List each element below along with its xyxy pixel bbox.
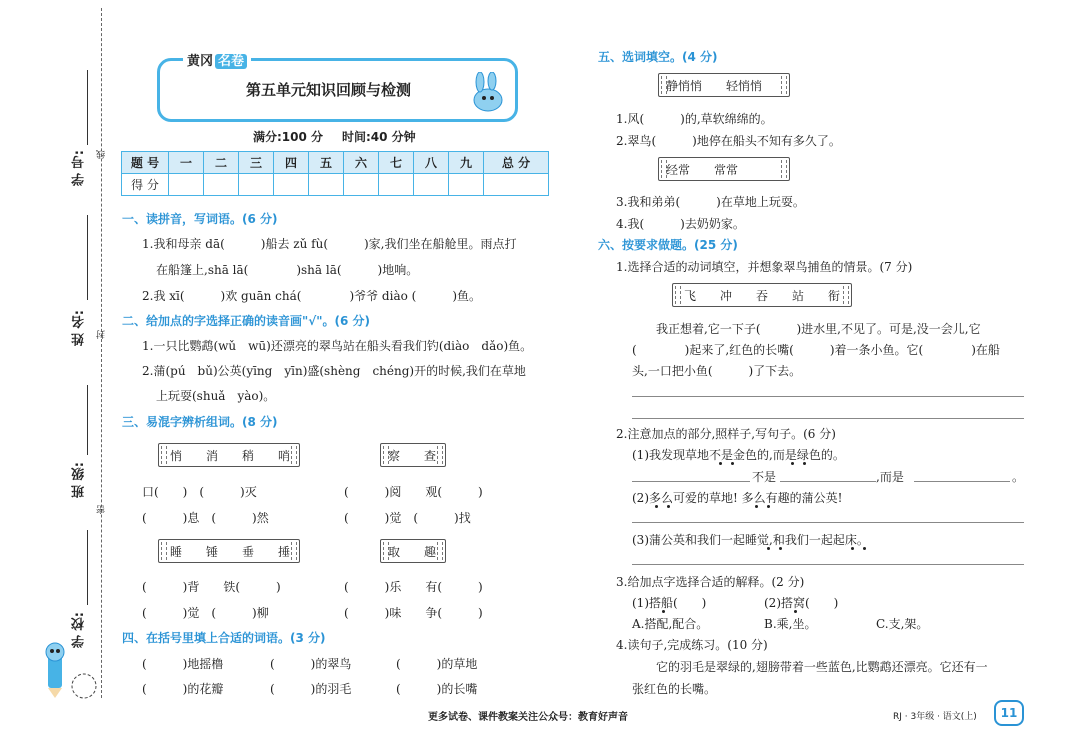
score-input-cell[interactable] bbox=[414, 174, 449, 196]
emphasis-dot bbox=[655, 505, 658, 508]
word-box-text: 取 趣 bbox=[388, 545, 437, 559]
emphasis-dot bbox=[794, 610, 797, 613]
rabbit-mascot-icon bbox=[462, 72, 510, 114]
score-table bbox=[121, 151, 549, 196]
emphasis-dot bbox=[803, 462, 806, 465]
s6-q3-option-b: B.乘,坐。 bbox=[764, 617, 817, 631]
s6-q4-para-2: 张红色的长嘴。 bbox=[632, 682, 717, 696]
s3-row-4b: ( )味 争( ) bbox=[344, 606, 483, 620]
score-input-cell[interactable] bbox=[309, 174, 344, 196]
s3-row-1b: ( )阅 观( ) bbox=[344, 485, 483, 499]
section-5-title: 五、选词填空。(4 分) bbox=[598, 50, 718, 64]
s6-q3-option-c: C.支,架。 bbox=[876, 617, 929, 631]
table-cell: 总 分 bbox=[484, 152, 549, 174]
score-value-row bbox=[122, 174, 549, 196]
table-cell: 九 bbox=[449, 152, 484, 174]
s6-q2-2: (2)多么可爱的草地! 多么有趣的蒲公英! bbox=[632, 491, 843, 505]
name-label: 姓 名: bbox=[72, 310, 87, 346]
emphasis-dot bbox=[667, 505, 670, 508]
table-cell: 六 bbox=[344, 152, 379, 174]
score-input-cell[interactable] bbox=[239, 174, 274, 196]
student-id-label: 学 号: bbox=[72, 150, 87, 186]
s2-line-3: 上玩耍(shuǎ yào)。 bbox=[156, 389, 276, 403]
score-input-cell[interactable] bbox=[204, 174, 239, 196]
table-cell: 三 bbox=[239, 152, 274, 174]
s3-row-3b: ( )乐 有( ) bbox=[344, 580, 483, 594]
binding-line bbox=[101, 8, 102, 698]
s6-q4: 4.读句子,完成练习。(10 分) bbox=[616, 638, 768, 652]
table-cell: 五 bbox=[309, 152, 344, 174]
word-box-text: 悄 消 稍 哨 bbox=[170, 449, 291, 463]
s1-line-2: 在船篷上,shā lā( )shā lā( )地响。 bbox=[156, 263, 419, 277]
s6-q2-1: (1)我发现草地不是金色的,而是绿色的。 bbox=[632, 448, 845, 462]
class-line bbox=[87, 385, 88, 455]
s6-q3: 3.给加点字选择合适的解释。(2 分) bbox=[616, 575, 805, 589]
table-cell: 八 bbox=[414, 152, 449, 174]
emphasis-dot bbox=[851, 547, 854, 550]
s6-q2: 2.注意加点的部分,照样子,写句子。(6 分) bbox=[616, 427, 836, 441]
s4-item: ( )地摇橹 bbox=[142, 657, 224, 671]
s4-item: ( )的长嘴 bbox=[396, 682, 478, 696]
answer-line[interactable] bbox=[632, 396, 1024, 397]
dashed-circle-icon bbox=[66, 670, 102, 702]
word-box-text: 静悄悄 轻悄悄 bbox=[666, 79, 763, 93]
section-4-title: 四、在括号里填上合适的词语。(3 分) bbox=[122, 631, 326, 645]
s5-line-2: 2.翠鸟( )地停在船头不知有多久了。 bbox=[616, 134, 841, 148]
secret-mark: 密 bbox=[97, 505, 107, 514]
seal-mark: 封 bbox=[97, 330, 107, 339]
s6-q1-para-3: 头,一口把小鱼( )了下去。 bbox=[632, 364, 802, 378]
section-1-title: 一、读拼音，写词语。(6 分) bbox=[122, 212, 278, 226]
emphasis-dot bbox=[779, 547, 782, 550]
s5-line-3: 3.我和弟弟( )在草地上玩耍。 bbox=[616, 195, 805, 209]
emphasis-dot bbox=[767, 505, 770, 508]
page-number: 11 bbox=[994, 700, 1024, 726]
emphasis-dot bbox=[755, 505, 758, 508]
score-input-cell[interactable] bbox=[274, 174, 309, 196]
s2-line-1: 1.一只比鹦鹉(wǔ wū)还漂亮的翠鸟站在船头看我们钓(diào dǎo)鱼。 bbox=[142, 339, 533, 353]
s4-item: ( )的翠鸟 bbox=[270, 657, 352, 671]
answer-line[interactable] bbox=[914, 481, 1010, 482]
answer-line[interactable] bbox=[780, 481, 876, 482]
word-box-text: 睡 锤 垂 捶 bbox=[170, 545, 291, 559]
s3-row-2a: ( )息 ( )然 bbox=[142, 511, 269, 525]
section-2-title: 二、给加点的字选择正确的读音画"√"。(6 分) bbox=[122, 314, 371, 328]
table-cell: 二 bbox=[204, 152, 239, 174]
school-label: 学 校: bbox=[72, 612, 87, 648]
footer-notice: 更多试卷、课件教案关注公众号：教育好声音 bbox=[428, 712, 628, 723]
answer-line[interactable] bbox=[632, 564, 1024, 565]
score-header-row bbox=[122, 152, 549, 174]
emphasis-dot bbox=[731, 462, 734, 465]
table-cell: 一 bbox=[169, 152, 204, 174]
s6-q3-a: (1)搭船( ) bbox=[632, 596, 707, 610]
section-6-title: 六、按要求做题。(25 分) bbox=[598, 238, 738, 252]
table-cell: 得 分 bbox=[122, 174, 169, 196]
s6-q1-para-2: ( )起来了,红色的长嘴( )着一条小鱼。它( )在船 bbox=[632, 343, 1000, 357]
emphasis-dot bbox=[767, 547, 770, 550]
s6-q4-para-1: 它的羽毛是翠绿的,翅膀带着一些蓝色,比鹦鹉还漂亮。它还有一 bbox=[656, 660, 988, 674]
s6-q1-para-1: 我正想着,它一下子( )进水里,不见了。可是,没一会儿,它 bbox=[656, 322, 981, 336]
s5-line-4: 4.我( )去奶奶家。 bbox=[616, 217, 745, 231]
school-line bbox=[87, 530, 88, 605]
score-input-cell[interactable] bbox=[449, 174, 484, 196]
s3-row-3a: ( )背 铁( ) bbox=[142, 580, 281, 594]
s6-q2-1d: 。 bbox=[1012, 470, 1025, 484]
score-input-cell[interactable] bbox=[169, 174, 204, 196]
cut-line-mark: 线 bbox=[97, 150, 107, 159]
s6-q3-b: (2)搭窝( ) bbox=[764, 596, 839, 610]
s3-row-1a: 口( ) ( )灭 bbox=[142, 485, 257, 499]
student-id-line bbox=[87, 70, 88, 145]
s4-item: ( )的花瓣 bbox=[142, 682, 224, 696]
emphasis-dot bbox=[863, 547, 866, 550]
table-cell: 题 号 bbox=[122, 152, 169, 174]
s4-item: ( )的草地 bbox=[396, 657, 478, 671]
section-3-title: 三、易混字辨析组词。(8 分) bbox=[122, 415, 278, 429]
footer-grade: RJ · 3年级 · 语文(上) bbox=[893, 712, 977, 722]
table-cell: 四 bbox=[274, 152, 309, 174]
full-score: 满分:100 分 bbox=[253, 130, 324, 144]
s6-q1: 1.选择合适的动词填空，并想象翠鸟捕鱼的情景。(7 分) bbox=[616, 260, 913, 274]
name-line bbox=[87, 215, 88, 300]
word-box-text: 飞 冲 吞 站 衔 bbox=[684, 289, 841, 303]
class-label: 班 级: bbox=[72, 462, 87, 498]
score-input-cell[interactable] bbox=[379, 174, 414, 196]
s4-item: ( )的羽毛 bbox=[270, 682, 352, 696]
answer-line[interactable] bbox=[632, 418, 1024, 419]
s5-line-1: 1.风( )的,草软绵绵的。 bbox=[616, 112, 773, 126]
table-cell: 七 bbox=[379, 152, 414, 174]
answer-line[interactable] bbox=[632, 522, 1024, 523]
s3-row-4a: ( )觉 ( )柳 bbox=[142, 606, 269, 620]
s2-line-2: 2.蒲(pú bǔ)公英(yīng yīn)盛(shèng chéng)开的时候,我们在草地 bbox=[142, 364, 526, 378]
word-box-text: 察 查 bbox=[388, 449, 437, 463]
score-input-cell[interactable] bbox=[484, 174, 549, 196]
emphasis-dot bbox=[791, 462, 794, 465]
emphasis-dot bbox=[719, 462, 722, 465]
s6-q3-option-a: A.搭配,配合。 bbox=[632, 617, 709, 631]
s1-line-1: 1.我和母亲 dā( )船去 zǔ fù( )家,我们坐在船舱里。雨点打 bbox=[142, 237, 517, 251]
word-box-text: 经常 常常 bbox=[666, 163, 739, 177]
score-input-cell[interactable] bbox=[344, 174, 379, 196]
emphasis-dot bbox=[662, 610, 665, 613]
page-title: 第五单元知识回顾与检测 bbox=[246, 81, 412, 99]
answer-line[interactable] bbox=[632, 481, 750, 482]
s1-line-3: 2.我 xī( )欢 guān chá( )爷爷 diào ( )鱼。 bbox=[142, 289, 482, 303]
s3-row-2b: ( )觉 ( )找 bbox=[344, 511, 471, 525]
s6-q2-1b: 不是 bbox=[752, 470, 777, 484]
s6-q2-1c: ,而是 bbox=[876, 470, 904, 484]
brand-logo: 黄冈 名卷 bbox=[183, 50, 251, 69]
exam-time: 时间:40 分钟 bbox=[342, 130, 416, 144]
s6-q2-3: (3)蒲公英和我们一起睡觉,和我们一起起床。 bbox=[632, 533, 869, 547]
